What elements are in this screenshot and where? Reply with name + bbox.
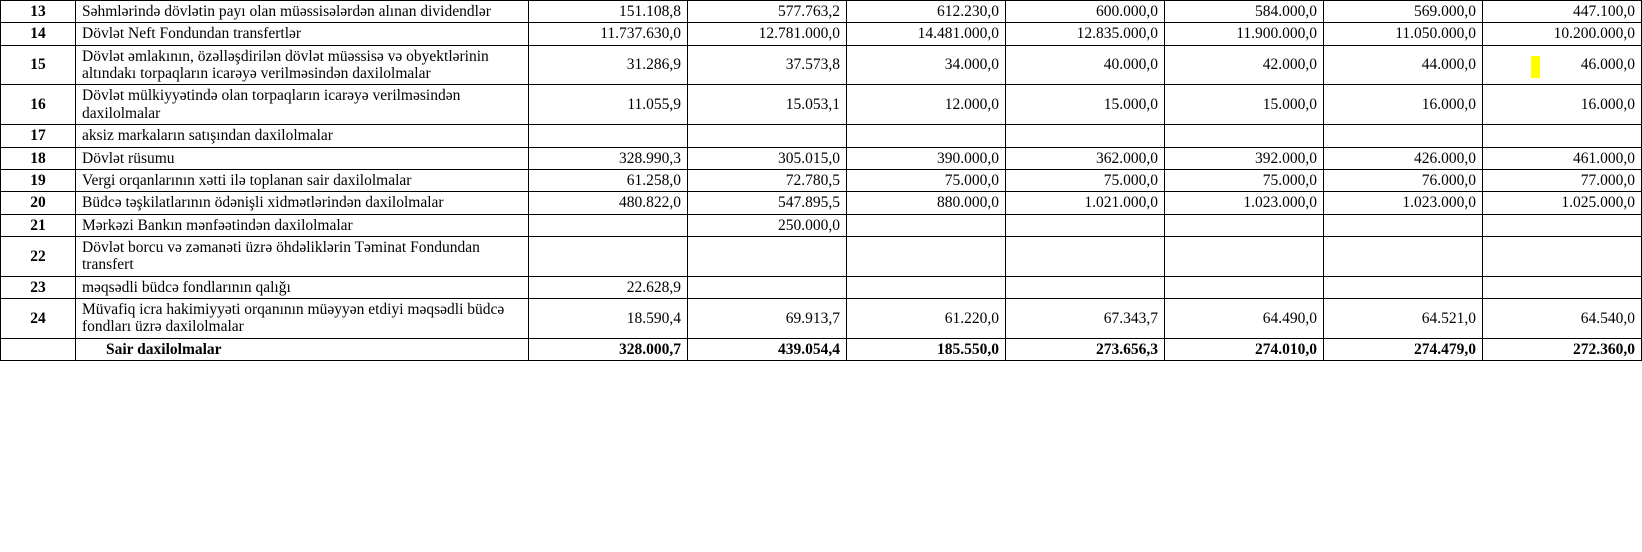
row-value: 14.481.000,0 — [847, 23, 1006, 45]
row-value: 15.000,0 — [1165, 85, 1324, 125]
row-label: Səhmlərində dövlətin payı olan müəssisələrdən alınan dividendlər — [76, 1, 529, 23]
row-value: 390.000,0 — [847, 147, 1006, 169]
row-value: 64.490,0 — [1165, 299, 1324, 339]
row-label: Dövlət borcu və zəmanəti üzrə öhdəliklərin Təminat Fondundan transfert — [76, 236, 529, 276]
row-value: 64.521,0 — [1324, 299, 1483, 339]
row-value: 42.000,0 — [1165, 45, 1324, 85]
row-number: 22 — [1, 236, 76, 276]
row-value: 16.000,0 — [1483, 85, 1642, 125]
row-number: 15 — [1, 45, 76, 85]
row-number: 17 — [1, 125, 76, 147]
row-label: Mərkəzi Bankın mənfəətindən daxilolmalar — [76, 214, 529, 236]
row-label: Müvafiq icra hakimiyyəti orqanının müəyyən etdiyi məqsədli büdcə fondları üzrə daxilolmalar — [76, 299, 529, 339]
row-value — [1006, 236, 1165, 276]
row-value — [1483, 214, 1642, 236]
row-value — [529, 214, 688, 236]
table-row — [1, 192, 1642, 214]
row-value — [1006, 276, 1165, 298]
table-row — [1, 299, 1642, 339]
row-value: 600.000,0 — [1006, 1, 1165, 23]
row-value: 67.343,7 — [1006, 299, 1165, 339]
row-value: 1.025.000,0 — [1483, 192, 1642, 214]
row-value: 12.835.000,0 — [1006, 23, 1165, 45]
row-value — [1324, 125, 1483, 147]
row-value — [688, 125, 847, 147]
table-row — [1, 169, 1642, 191]
row-value: 612.230,0 — [847, 1, 1006, 23]
row-value: 1.023.000,0 — [1165, 192, 1324, 214]
table-row — [1, 23, 1642, 45]
row-value: 11.055,9 — [529, 85, 688, 125]
row-value: 12.000,0 — [847, 85, 1006, 125]
row-value: 61.220,0 — [847, 299, 1006, 339]
row-value: 11.900.000,0 — [1165, 23, 1324, 45]
row-value: 34.000,0 — [847, 45, 1006, 85]
row-value: 447.100,0 — [1483, 1, 1642, 23]
row-value: 1.023.000,0 — [1324, 192, 1483, 214]
row-number: 16 — [1, 85, 76, 125]
row-value — [1324, 276, 1483, 298]
table-row — [1, 147, 1642, 169]
row-label: aksiz markaların satışından daxilolmalar — [76, 125, 529, 147]
total-row-value: 185.550,0 — [847, 338, 1006, 360]
row-value — [1006, 214, 1165, 236]
row-number: 21 — [1, 214, 76, 236]
row-value: 75.000,0 — [1006, 169, 1165, 191]
row-value: 77.000,0 — [1483, 169, 1642, 191]
row-value: 76.000,0 — [1324, 169, 1483, 191]
table-total-row — [1, 338, 1642, 360]
row-value — [1165, 125, 1324, 147]
row-value: 46.000,0 — [1483, 45, 1642, 85]
row-value — [688, 276, 847, 298]
row-value — [847, 125, 1006, 147]
total-row-value: 272.360,0 — [1483, 338, 1642, 360]
row-value: 16.000,0 — [1324, 85, 1483, 125]
row-value — [529, 236, 688, 276]
row-number: 20 — [1, 192, 76, 214]
row-value: 31.286,9 — [529, 45, 688, 85]
row-value: 547.895,5 — [688, 192, 847, 214]
row-value: 61.258,0 — [529, 169, 688, 191]
row-number: 13 — [1, 1, 76, 23]
row-value: 1.021.000,0 — [1006, 192, 1165, 214]
row-value — [1483, 236, 1642, 276]
table-row — [1, 85, 1642, 125]
row-value: 305.015,0 — [688, 147, 847, 169]
row-value — [688, 236, 847, 276]
row-label: Dövlət Neft Fondundan transfertlər — [76, 23, 529, 45]
row-value — [529, 125, 688, 147]
row-value: 577.763,2 — [688, 1, 847, 23]
total-row-label: Sair daxilolmalar — [76, 338, 529, 360]
row-value — [1006, 125, 1165, 147]
row-number: 14 — [1, 23, 76, 45]
row-number: 23 — [1, 276, 76, 298]
row-value — [847, 236, 1006, 276]
table-row — [1, 125, 1642, 147]
row-value: 480.822,0 — [529, 192, 688, 214]
row-value: 15.053,1 — [688, 85, 847, 125]
table-row — [1, 276, 1642, 298]
row-value — [1324, 214, 1483, 236]
row-value — [1165, 214, 1324, 236]
row-value: 15.000,0 — [1006, 85, 1165, 125]
row-value: 151.108,8 — [529, 1, 688, 23]
row-value: 250.000,0 — [688, 214, 847, 236]
row-value: 328.990,3 — [529, 147, 688, 169]
row-value: 75.000,0 — [1165, 169, 1324, 191]
row-value: 362.000,0 — [1006, 147, 1165, 169]
row-value — [847, 214, 1006, 236]
row-value: 12.781.000,0 — [688, 23, 847, 45]
row-label: Büdcə təşkilatlarının ödənişli xidmətlərindən daxilolmalar — [76, 192, 529, 214]
row-value — [1165, 276, 1324, 298]
row-value: 44.000,0 — [1324, 45, 1483, 85]
row-value: 11.050.000,0 — [1324, 23, 1483, 45]
total-row-number — [1, 338, 76, 360]
row-number: 24 — [1, 299, 76, 339]
row-label: Dövlət rüsumu — [76, 147, 529, 169]
table-row — [1, 214, 1642, 236]
total-row-value: 274.479,0 — [1324, 338, 1483, 360]
row-value: 461.000,0 — [1483, 147, 1642, 169]
row-label: Vergi orqanlarının xətti ilə toplanan sair daxilolmalar — [76, 169, 529, 191]
row-value: 569.000,0 — [1324, 1, 1483, 23]
row-value: 69.913,7 — [688, 299, 847, 339]
row-value: 37.573,8 — [688, 45, 847, 85]
row-value: 426.000,0 — [1324, 147, 1483, 169]
row-value — [1483, 276, 1642, 298]
row-label: Dövlət əmlakının, özəlləşdirilən dövlət müəssisə və obyektlərinin altındakı torpaqların icarəyə verilməsindən daxilolmalar — [76, 45, 529, 85]
row-value: 392.000,0 — [1165, 147, 1324, 169]
row-value: 18.590,4 — [529, 299, 688, 339]
row-label: məqsədli büdcə fondlarının qalığı — [76, 276, 529, 298]
total-row-value: 439.054,4 — [688, 338, 847, 360]
table-row — [1, 45, 1642, 85]
row-value: 880.000,0 — [847, 192, 1006, 214]
table-row — [1, 1, 1642, 23]
table-row — [1, 236, 1642, 276]
row-value — [847, 276, 1006, 298]
total-row-value: 273.656,3 — [1006, 338, 1165, 360]
row-value — [1483, 125, 1642, 147]
total-row-value: 328.000,7 — [529, 338, 688, 360]
row-value: 72.780,5 — [688, 169, 847, 191]
row-value: 64.540,0 — [1483, 299, 1642, 339]
row-label: Dövlət mülkiyyətində olan torpaqların icarəyə verilməsindən daxilolmalar — [76, 85, 529, 125]
row-value — [1324, 236, 1483, 276]
row-value: 22.628,9 — [529, 276, 688, 298]
row-value: 40.000,0 — [1006, 45, 1165, 85]
row-number: 18 — [1, 147, 76, 169]
row-value: 75.000,0 — [847, 169, 1006, 191]
total-row-value: 274.010,0 — [1165, 338, 1324, 360]
highlight-marker — [1531, 56, 1540, 78]
row-value: 10.200.000,0 — [1483, 23, 1642, 45]
row-value: 11.737.630,0 — [529, 23, 688, 45]
row-value — [1165, 236, 1324, 276]
row-value: 584.000,0 — [1165, 1, 1324, 23]
table-body — [1, 1, 1642, 361]
row-number: 19 — [1, 169, 76, 191]
